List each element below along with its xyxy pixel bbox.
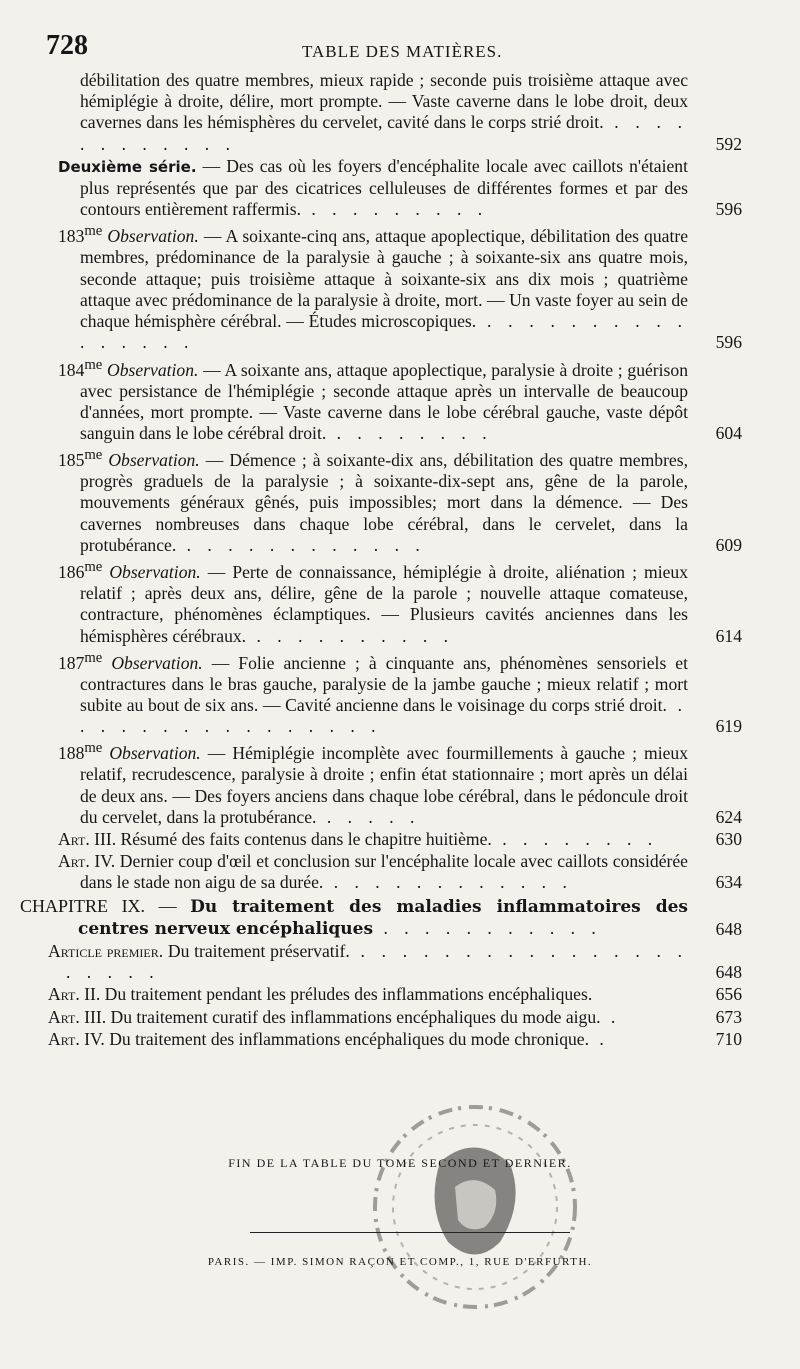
entry-page: 630: [715, 829, 742, 850]
entry-text: — Folie ancienne ; à cinquante ans, phénomènes sensoriels et contractures dans le bras gauche, paralysie de la jambe gauche ; mieux relatif ; mort subite au bout de six ans. — Cavité ancienne dans le voisinage du corps strié droit.: [80, 652, 688, 715]
page-number: 728: [46, 30, 88, 61]
printer-imprint: PARIS. — IMP. SIMON RAÇON ET COMP., 1, RUE D'ERFURTH.: [207, 1256, 593, 1268]
observation-label: Observation.: [111, 652, 203, 673]
article-text: III. Du traitement curatif des inflammations encéphaliques du mode aigu.: [79, 1006, 601, 1027]
article-page: 648: [715, 962, 742, 983]
ordinal-suffix: me: [84, 223, 103, 240]
entry-page: 596: [715, 199, 742, 220]
observation-number: 183: [58, 226, 85, 247]
entry-text: — A soixante ans, attaque apoplectique, paralysie à droite ; guérison avec persistance de l'hémiplégie ; seconde attaque après un intervalle de beaucoup d'années, mort prompte. — Vaste caverne dans le lobe cérébral gauche, vaste dépôt sanguin dans le lobe cérébral droit.: [80, 359, 688, 443]
chapter-page: 648: [715, 918, 742, 939]
toc-entry: $188^{me}$ Observation. — Hémiplégie incomplète avec fourmillements à gauche ; mieux relatif, recrudescence, paralysie à droite ; enfin état stationnaire ; mort après un délai de deux ans. — Des foyers anciens dans chaque lobe cérébral, dans le pédoncule droit du cervelet, dans la protubérance. . . . . . 624: [58, 740, 742, 827]
toc-article: [48, 984, 742, 1005]
article-label: Art.: [58, 829, 90, 850]
article-text: II. Du traitement pendant les préludes des inflammations encéphaliques.: [79, 984, 593, 1005]
entry-page: 604: [715, 422, 742, 443]
chapter-label: CHAPITRE IX. —: [20, 895, 177, 916]
entry-text: — Hémiplégie incomplète avec fourmillements à gauche ; mieux relatif, recrudescence, paralysie à droite ; enfin état stationnaire ; mort après un délai de deux ans. — Des foyers anciens dans chaque lobe cérébral, dans le pédoncule droit du cervelet, dans la protubérance.: [80, 743, 688, 827]
article-label: Art.: [48, 1028, 80, 1049]
observation-number: 188: [58, 743, 85, 764]
ordinal-suffix: me: [84, 559, 103, 576]
ordinal-suffix: me: [84, 649, 103, 666]
toc-entry: Art. IV. Dernier coup d'œil et conclusion sur l'encéphalite locale avec caillots considérée dans le stade non aigu de sa durée. . . . . . . . . . . . . 634: [58, 851, 742, 893]
entry-page: 614: [715, 625, 742, 646]
ordinal-suffix: me: [84, 447, 103, 464]
toc-entry: Art. III. Résumé des faits contenus dans le chapitre huitième. . . . . . . . . 630: [58, 829, 742, 850]
article-page: 673: [715, 1006, 742, 1027]
observation-number: 186: [58, 561, 85, 582]
entry-text: — Perte de connaissance, hémiplégie à droite, aliénation ; mieux relatif ; après deux ans, délire, gêne de la parole ; nouvelle attaque comateuse, contracture, phénomènes éclamptiques. — Plusieurs cavités anciennes dans les hémisphères cérébraux.: [80, 561, 688, 646]
observation-label: Observation.: [107, 359, 199, 380]
article-text: Du traitement préservatif.: [163, 941, 350, 962]
entry-text: III. Résumé des faits contenus dans le chapitre huitième.: [89, 829, 492, 850]
entry-page: 609: [715, 534, 742, 555]
series-label: Deuxième série.: [58, 157, 197, 176]
toc-entry: $187^{me}$ Observation. — Folie ancienne ; à cinquante ans, phénomènes sensoriels et contractures dans le bras gauche, paralysie de la jambe gauche ; mieux relatif ; mort subite au bout de six ans. — Cavité ancienne dans le voisinage du corps strié droit. . . . . . . . . . . . . . . . . 619: [58, 649, 742, 737]
entry-page: 624: [715, 806, 742, 827]
observation-label: Observation.: [109, 561, 201, 582]
observation-number: 187: [58, 652, 85, 673]
toc-article: Art. IV. Du traitement des inflammations encéphaliques du mode chronique. . 710: [48, 1028, 742, 1049]
end-of-table-note: FIN DE LA TABLE DU TOME SECOND ET DERNIER.: [228, 1156, 572, 1170]
article-label: Article premier.: [48, 941, 164, 962]
toc-article: Article premier. Du traitement préservatif. . . . . . . . . . . . . . . . . . . . . . 648: [48, 941, 742, 983]
ordinal-suffix: me: [84, 356, 103, 373]
entry-page: 619: [715, 716, 742, 737]
article-page: 710: [715, 1028, 742, 1049]
page-header: [46, 30, 766, 64]
toc-entry: Deuxième série. — Des cas où les foyers d'encéphalite locale avec caillots n'étaient plus représentés que par des cicatrices celluleuses de différentes formes et par des contours entièrement raffermis. . . . . . . . . . 596: [58, 155, 742, 220]
running-title: TABLE DES MATIÈRES.: [302, 42, 503, 61]
article-page: 656: [715, 984, 742, 1005]
ordinal-suffix: me: [84, 740, 103, 757]
entry-page: 634: [715, 872, 742, 893]
article-label: Art.: [48, 1006, 80, 1027]
article-text: IV. Du traitement des inflammations encéphaliques du mode chronique.: [79, 1028, 589, 1049]
observation-label: Observation.: [109, 743, 201, 764]
library-stamp: [360, 1092, 590, 1322]
entry-text: — Démence ; à soixante-dix ans, débilitation des quatre membres, progrès graduels de la paralysie ; à soixante-dix-sept ans, gêne de la parole, mouvements généraux gênés, puis impossibles; mort dans la démence. — Des cavernes nombreuses dans chaque lobe cérébral, dans le cervelet, dans la protubérance.: [80, 450, 688, 555]
observation-label: Observation.: [107, 226, 199, 247]
observation-number: 185: [58, 450, 85, 471]
entry-text: — A soixante-cinq ans, attaque apoplectique, débilitation des quatre membres, prédominance de la paralysie à gauche ; à soixante-six ans quatre mois, seconde attaque; puis troisième attaque à soixante-six ans dix mois ; quatrième attaque avec prédominance de la paralysie à droite, mort. — Un vaste foyer au sein de chaque hémisphère cérébral. — Études microscopiques.: [80, 226, 688, 332]
chapter-title: Du traitement des maladies inflammatoires des centres nerveux encéphaliques: [78, 896, 688, 939]
observation-number: 184: [58, 359, 85, 380]
entry-page: 596: [715, 332, 742, 353]
toc-entry: débilitation des quatre membres, mieux rapide ; seconde puis troisième attaque avec hémiplégie à droite, délire, mort prompte. — Vaste caverne dans le lobe droit, deux cavernes dans les hémisphères du cervelet, cavité dans le corps strié droit. . . . . . . . . . . . . 592: [80, 70, 742, 154]
toc-entry: $184^{me}$ Observation. — A soixante ans, attaque apoplectique, paralysie à droite ; guérison avec persistance de l'hémiplégie ; seconde attaque après un intervalle de beaucoup d'années, mort prompte. — Vaste caverne dans le lobe cérébral gauche, vaste dépôt sanguin dans le lobe cérébral droit. . . . . . . . . 604: [58, 356, 742, 443]
entry-page: 592: [715, 133, 742, 154]
toc-entry: $185^{me}$ Observation. — Démence ; à soixante-dix ans, débilitation des quatre membres, progrès graduels de la paralysie ; à soixante-dix-sept ans, gêne de la parole, mouvements généraux gênés, puis impossibles; mort dans la démence. — Des cavernes nombreuses dans chaque lobe cérébral, dans le cervelet, dans la protubérance. . . . . . . . . . . . . 609: [58, 447, 742, 555]
article-label: Art.: [58, 851, 90, 872]
toc-entry: $183^{me}$ Observation. — A soixante-cinq ans, attaque apoplectique, débilitation des quatre membres, prédominance de la paralysie à gauche ; à soixante-six ans quatre mois, seconde attaque; puis troisième attaque à soixante-six ans dix mois ; quatrième attaque avec prédominance de la paralysie à droite, mort. — Un vaste foyer au sein de chaque hémisphère cérébral. — Études microscopiques. . . . . . . . . . . . . . . . . 596: [58, 223, 742, 353]
entry-text: débilitation des quatre membres, mieux rapide ; seconde puis troisième attaque avec hémiplégie à droite, délire, mort prompte. — Vaste caverne dans le lobe droit, deux cavernes dans les hémisphères du cervelet, cavité dans le corps strié droit.: [80, 70, 688, 133]
observation-label: Observation.: [108, 450, 200, 471]
entry-text: IV. Dernier coup d'œil et conclusion sur l'encéphalite locale avec caillots considérée dans le stade non aigu de sa durée.: [80, 851, 688, 893]
entry-text: — Des cas où les foyers d'encéphalite locale avec caillots n'étaient plus représentés que par des cicatrices celluleuses de différentes formes et par des contours entièrement raffermis.: [80, 155, 688, 220]
article-label: Art.: [48, 984, 80, 1005]
table-of-contents: [20, 70, 742, 1051]
toc-entry: $186^{me}$ Observation. — Perte de connaissance, hémiplégie à droite, aliénation ; mieux relatif ; après deux ans, délire, gêne de la parole ; nouvelle attaque comateuse, contracture, phénomènes éclamptiques. — Plusieurs cavités anciennes dans les hémisphères cérébraux. . . . . . . . . . . 614: [58, 559, 742, 646]
toc-article: Art. III. Du traitement curatif des inflammations encéphaliques du mode aigu. . 673: [48, 1006, 742, 1027]
chapter-heading: CHAPITRE IX. — Du traitement des maladies inflammatoires des centres nerveux encéphaliques . . . . . . . . . . . 648: [20, 895, 742, 939]
divider-rule: [250, 1232, 570, 1233]
